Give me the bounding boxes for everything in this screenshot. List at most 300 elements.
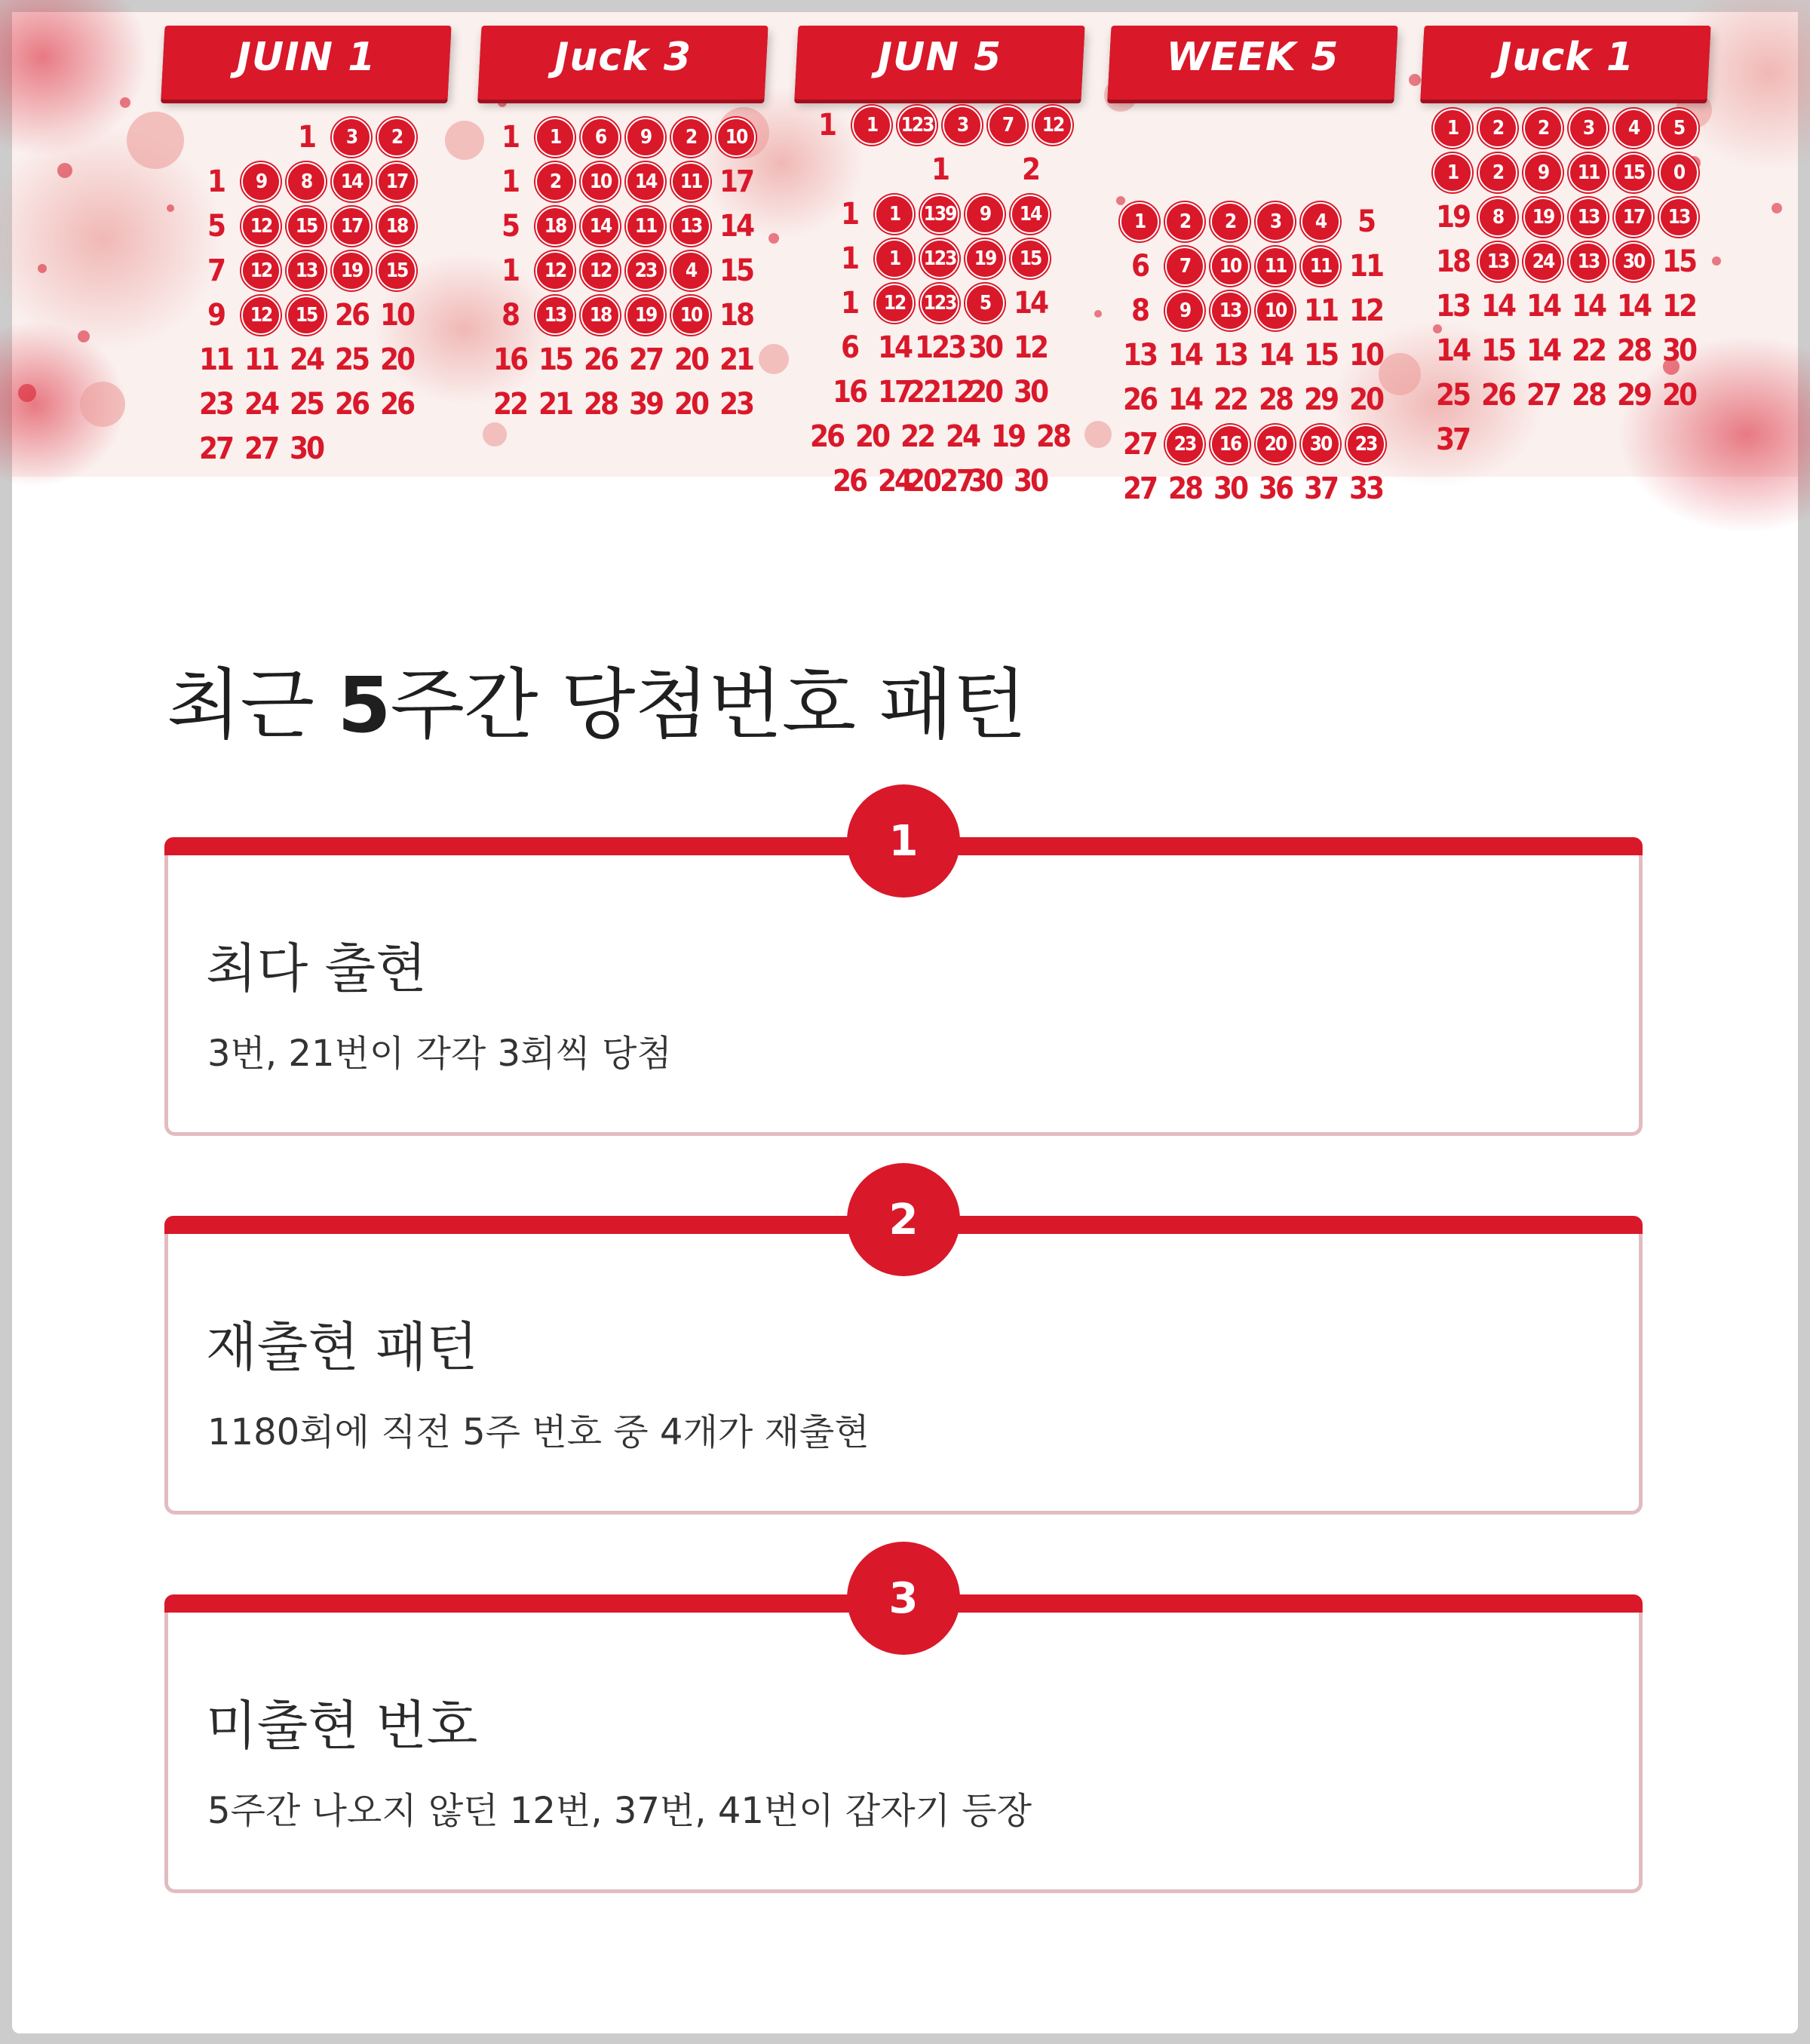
drawn-number-ball [1566, 108, 1610, 149]
drawn-number-ball [1253, 424, 1297, 465]
ball-label: 1 [1433, 153, 1472, 192]
calendar-number: 123 [914, 330, 965, 365]
drawn-number-ball [669, 161, 713, 202]
ball-label: 139 [920, 195, 959, 234]
number-row [163, 337, 449, 382]
ball-label: 10 [1256, 291, 1295, 330]
ball-label: 12 [1033, 106, 1072, 145]
ball-label: 2 [377, 118, 416, 157]
ball-label: 3 [1569, 109, 1608, 148]
drawn-number-ball [1476, 197, 1520, 238]
calendar-number: 5 [207, 208, 225, 244]
ball-label: 7 [988, 106, 1027, 145]
ball-label: 2 [671, 118, 710, 157]
calendar-number: 12 [1348, 293, 1383, 328]
calendar-number: 18 [1435, 244, 1470, 279]
drawn-number-ball [895, 105, 939, 146]
calendar-number: 24 [289, 342, 324, 377]
ball-label: 12 [581, 251, 620, 290]
calendar-number: 17 [719, 164, 753, 199]
drawn-number-ball [669, 117, 713, 158]
drawn-number-ball [284, 161, 328, 202]
ball-label: 1 [875, 239, 914, 278]
calendar-number: 37 [1303, 471, 1338, 506]
drawn-number-ball [1208, 201, 1252, 242]
calendar-number: 2212 [906, 374, 974, 410]
calendar-number: 29 [1303, 382, 1338, 417]
ball-label: 23 [626, 251, 665, 290]
ball-label: 17 [377, 162, 416, 201]
calendar-number: 28 [1616, 333, 1651, 368]
ball-label: 11 [1256, 247, 1295, 286]
card-description: 1180회에 직전 5주 번호 중 4개가 재출현 [207, 1411, 870, 1453]
ball-label: 6 [581, 118, 620, 157]
number-row [1422, 106, 1709, 150]
calendar-number: 26 [1122, 382, 1157, 417]
drawn-number-ball [1344, 424, 1388, 465]
drawn-number-ball [963, 238, 1007, 279]
ball-label: 1 [852, 106, 891, 145]
number-row [1109, 288, 1396, 333]
calendar-number: 20 [379, 342, 414, 377]
drawn-number-ball [533, 206, 577, 247]
ball-label: 13 [535, 296, 575, 335]
calendar-number: 1 [840, 196, 858, 232]
calendar-number: 26 [809, 419, 844, 454]
drawn-number-ball [330, 206, 373, 247]
number-grid [796, 103, 1083, 503]
number-row [1109, 155, 1396, 199]
drawn-number-ball [1163, 290, 1207, 331]
drawn-number-ball [1208, 424, 1252, 465]
number-row [796, 236, 1083, 281]
drawn-number-ball [284, 206, 328, 247]
drawn-number-ball [1521, 241, 1565, 282]
calendar-number: 28 [1035, 419, 1070, 454]
calendar-number: 25 [289, 386, 324, 422]
ball-label: 12 [535, 251, 575, 290]
drawn-number-ball [1521, 108, 1565, 149]
number-row [1422, 284, 1709, 328]
week-column [480, 12, 766, 477]
drawn-number-ball [330, 250, 373, 291]
number-row [1109, 333, 1396, 377]
number-row [796, 103, 1083, 147]
calendar-number: 26 [583, 342, 618, 377]
hero-banner [12, 12, 1798, 506]
calendar-number: 5 [1357, 204, 1375, 239]
calendar-number: 20 [1348, 382, 1383, 417]
ball-label: 14 [626, 162, 665, 201]
ball-label: 2 [1478, 153, 1517, 192]
drawn-number-ball [1612, 197, 1655, 238]
ball-label: 15 [377, 251, 416, 290]
card-title: 미출현 번호 [206, 1695, 478, 1757]
drawn-number-ball [940, 105, 984, 146]
ball-label: 13 [1569, 242, 1608, 281]
drawn-number-ball [1612, 152, 1655, 193]
ball-label: 9 [1165, 291, 1204, 330]
calendar-number: 16 [492, 342, 527, 377]
drawn-number-ball [1163, 424, 1207, 465]
calendar-number: 16 [832, 374, 867, 410]
calendar-number: 1 [501, 119, 519, 155]
calendar-number: 26 [832, 463, 867, 499]
title-suffix: 주간 당첨번호 패턴 [390, 661, 1026, 750]
card-description: 5주간 나오지 않던 12번, 37번, 41번이 갑자기 등장 [207, 1790, 1032, 1832]
calendar-number: 14 [1167, 382, 1202, 417]
calendar-number: 12 [1661, 288, 1696, 324]
calendar-number: 37 [1435, 422, 1470, 457]
calendar-number: 1 [931, 152, 949, 187]
number-row [1109, 422, 1396, 466]
ball-label: 30 [1301, 425, 1340, 464]
calendar-number: 13 [1122, 337, 1157, 373]
calendar-number: 22 [1571, 333, 1606, 368]
ball-label: 1 [1433, 109, 1472, 148]
ball-label: 14 [1011, 195, 1050, 234]
ball-label: 12 [241, 251, 281, 290]
drawn-number-ball [1208, 290, 1252, 331]
number-row [480, 204, 766, 248]
drawn-number-ball [986, 105, 1029, 146]
ball-label: 9 [965, 195, 1005, 234]
week-column [163, 12, 449, 477]
drawn-number-ball [533, 250, 577, 291]
card-title: 재출현 패턴 [206, 1316, 478, 1378]
drawn-number-ball [1476, 152, 1520, 193]
week-column [796, 12, 1083, 499]
pattern-card-unseen-numbers [164, 1573, 1643, 1893]
calendar-number: 11 [1303, 293, 1338, 328]
number-row [163, 382, 449, 426]
number-row [1422, 239, 1709, 284]
step-badge: 2 [847, 1163, 960, 1276]
drawn-number-ball [578, 250, 622, 291]
calendar-number: 26 [1480, 377, 1515, 413]
drawn-number-ball [1008, 238, 1052, 279]
ball-label: 11 [1301, 247, 1340, 286]
drawn-number-ball [1657, 152, 1701, 193]
number-row [1109, 377, 1396, 422]
number-row [796, 370, 1083, 414]
calendar-number: 1 [501, 164, 519, 199]
calendar-number: 14 [1435, 333, 1470, 368]
number-row [480, 293, 766, 337]
drawn-number-ball [918, 194, 962, 235]
number-grid [1422, 106, 1709, 462]
calendar-number: 30 [1213, 471, 1247, 506]
calendar-number: 25 [1435, 377, 1470, 413]
ball-label: 24 [1523, 242, 1563, 281]
ball-label: 15 [287, 296, 326, 335]
calendar-number: 9 [207, 297, 225, 333]
calendar-number: 30 [1013, 463, 1048, 499]
calendar-number: 17 [877, 374, 912, 410]
drawn-number-ball [239, 206, 283, 247]
drawn-number-ball [1431, 152, 1474, 193]
calendar-number: 26 [334, 386, 369, 422]
ball-label: 7 [1165, 247, 1204, 286]
drawn-number-ball [873, 283, 916, 324]
drawn-number-ball [533, 161, 577, 202]
calendar-number: 27 [1122, 426, 1157, 462]
ball-label: 5 [1659, 109, 1698, 148]
calendar-number: 21 [538, 386, 572, 422]
calendar-number: 6 [1130, 248, 1149, 284]
number-row [480, 337, 766, 382]
ball-label: 14 [332, 162, 371, 201]
number-row [1422, 417, 1709, 462]
drawn-number-ball [624, 250, 667, 291]
ball-label: 15 [1614, 153, 1653, 192]
drawn-number-ball [1612, 108, 1655, 149]
number-grid [480, 115, 766, 426]
ball-label: 13 [287, 251, 326, 290]
calendar-number: 30 [289, 431, 324, 466]
calendar-number: 15 [719, 253, 753, 288]
number-row [1109, 466, 1396, 511]
ball-label: 19 [332, 251, 371, 290]
ball-label: 4 [1614, 109, 1653, 148]
ball-label: 12 [241, 296, 281, 335]
drawn-number-ball [375, 117, 419, 158]
drawn-number-ball [1253, 246, 1297, 287]
calendar-number: 6 [840, 330, 858, 365]
ball-label: 13 [1210, 291, 1250, 330]
week-column [1109, 12, 1396, 506]
drawn-number-ball [1299, 201, 1342, 242]
number-row [796, 192, 1083, 236]
ball-label: 30 [1614, 242, 1653, 281]
calendar-number: 27 [244, 431, 278, 466]
drawn-number-ball [669, 250, 713, 291]
calendar-number: 26 [379, 386, 414, 422]
drawn-number-ball [1253, 201, 1297, 242]
ball-label: 23 [1165, 425, 1204, 464]
calendar-number: 28 [1167, 471, 1202, 506]
ball-label: 8 [287, 162, 326, 201]
drawn-number-ball [873, 238, 916, 279]
ball-label: 18 [581, 296, 620, 335]
calendar-number: 11 [244, 342, 278, 377]
ball-label: 10 [1210, 247, 1250, 286]
drawn-number-ball [1299, 424, 1342, 465]
calendar-number: 14 [1571, 288, 1606, 324]
ball-label: 12 [241, 207, 281, 246]
ball-label: 17 [1614, 198, 1653, 237]
drawn-number-ball [624, 161, 667, 202]
number-row [480, 159, 766, 204]
number-row [796, 281, 1083, 325]
number-grid [163, 115, 449, 471]
calendar-number: 1 [840, 285, 858, 321]
ball-label: 14 [581, 207, 620, 246]
ball-label: 3 [943, 106, 982, 145]
calendar-number: 14 [719, 208, 753, 244]
ball-label: 2 [1165, 202, 1204, 241]
ball-label: 13 [671, 207, 710, 246]
drawn-number-ball [669, 295, 713, 336]
drawn-number-ball [578, 295, 622, 336]
ball-label: 10 [581, 162, 620, 201]
calendar-number: 27 [198, 431, 233, 466]
ball-label: 15 [287, 207, 326, 246]
number-row [1422, 328, 1709, 373]
number-row [480, 115, 766, 159]
number-row [796, 414, 1083, 459]
drawn-number-ball [1657, 108, 1701, 149]
calendar-number: 12 [1013, 330, 1048, 365]
calendar-number: 5 [501, 208, 519, 244]
drawn-number-ball [1031, 105, 1075, 146]
week-label: JUIN 1 [236, 35, 376, 80]
drawn-number-ball [578, 117, 622, 158]
page-title [167, 644, 1026, 754]
drawn-number-ball [1566, 152, 1610, 193]
drawn-number-ball [1476, 241, 1520, 282]
ball-label: 18 [377, 207, 416, 246]
number-row [1109, 244, 1396, 288]
calendar-number: 21 [719, 342, 753, 377]
calendar-number: 7 [207, 253, 225, 288]
calendar-number: 22 [1213, 382, 1247, 417]
drawn-number-ball [1612, 241, 1655, 282]
number-grid [1109, 110, 1396, 511]
ball-label: 9 [241, 162, 281, 201]
calendar-number: 19 [1435, 199, 1470, 235]
drawn-number-ball [1008, 194, 1052, 235]
ball-label: 10 [671, 296, 710, 335]
ball-label: 123 [897, 106, 937, 145]
drawn-number-ball [850, 105, 894, 146]
drawn-number-ball [239, 250, 283, 291]
ball-label: 8 [1478, 198, 1517, 237]
ball-label: 19 [965, 239, 1005, 278]
drawn-number-ball [918, 283, 962, 324]
ball-label: 17 [332, 207, 371, 246]
number-row [480, 382, 766, 426]
ball-label: 19 [626, 296, 665, 335]
drawn-number-ball [1163, 246, 1207, 287]
page [12, 12, 1798, 2033]
number-row [1422, 373, 1709, 417]
ball-label: 19 [1523, 198, 1563, 237]
drawn-number-ball [1431, 108, 1474, 149]
drawn-number-ball [1253, 290, 1297, 331]
drawn-number-ball [624, 117, 667, 158]
calendar-number: 27 [1122, 471, 1157, 506]
ball-label: 13 [1478, 242, 1517, 281]
ball-label: 1 [1120, 202, 1159, 241]
calendar-number: 1 [501, 253, 519, 288]
drawn-number-ball [1566, 197, 1610, 238]
ball-label: 20 [1256, 425, 1295, 464]
calendar-number: 20 [968, 374, 1002, 410]
calendar-number: 39 [628, 386, 663, 422]
number-row [796, 325, 1083, 370]
ball-label: 15 [1011, 239, 1050, 278]
drawn-number-ball [873, 194, 916, 235]
week-label: Juck 3 [554, 35, 692, 80]
number-row [163, 293, 449, 337]
week-label: Juck 1 [1496, 35, 1635, 80]
number-row [480, 248, 766, 293]
calendar-number: 2 [1021, 152, 1039, 187]
drawn-number-ball [669, 206, 713, 247]
calendar-number: 14 [1616, 288, 1651, 324]
calendar-number: 28 [1258, 382, 1293, 417]
calendar-number: 13 [1213, 337, 1247, 373]
calendar-number: 28 [583, 386, 618, 422]
drawn-number-ball [624, 295, 667, 336]
calendar-number: 11 [198, 342, 233, 377]
calendar-number: 15 [538, 342, 572, 377]
number-row [1109, 110, 1396, 155]
calendar-number: 24 [945, 419, 980, 454]
calendar-number: 30 [1661, 333, 1696, 368]
calendar-number: 8 [1130, 293, 1149, 328]
week-column [1422, 12, 1709, 477]
calendar-number: 1 [818, 107, 836, 143]
drawn-number-ball [714, 117, 758, 158]
ball-label: 4 [671, 251, 710, 290]
ball-label: 18 [535, 207, 575, 246]
ball-label: 4 [1301, 202, 1340, 241]
calendar-number: 20 [854, 419, 889, 454]
title-prefix: 최근 [167, 661, 338, 750]
drawn-number-ball [533, 117, 577, 158]
ball-label: 23 [1346, 425, 1385, 464]
ball-label: 11 [626, 207, 665, 246]
calendar-number: 10 [379, 297, 414, 333]
drawn-number-ball [284, 250, 328, 291]
pattern-card-reappearance [164, 1195, 1643, 1515]
ball-label: 123 [920, 239, 959, 278]
drawn-number-ball [1521, 152, 1565, 193]
drawn-number-ball [918, 238, 962, 279]
drawn-number-ball [330, 161, 373, 202]
calendar-number: 23 [719, 386, 753, 422]
drawn-number-ball [375, 250, 419, 291]
calendar-number: 24 [244, 386, 278, 422]
drawn-number-ball [239, 295, 283, 336]
drawn-number-ball [963, 194, 1007, 235]
calendar-number: 1 [840, 241, 858, 276]
ball-label: 123 [920, 284, 959, 323]
calendar-number: 20 [673, 342, 708, 377]
calendar-number: 10 [1348, 337, 1383, 373]
number-row [163, 204, 449, 248]
week-label: JUN 5 [877, 35, 1002, 80]
calendar-number: 26 [334, 297, 369, 333]
calendar-number: 19 [990, 419, 1025, 454]
ball-label: 13 [1659, 198, 1698, 237]
calendar-number: 15 [1661, 244, 1696, 279]
ball-label: 1 [535, 118, 575, 157]
ball-label: 2 [1523, 109, 1563, 148]
ball-label: 3 [1256, 202, 1295, 241]
calendar-number: 13 [1435, 288, 1470, 324]
drawn-number-ball [330, 117, 373, 158]
week-label: WEEK 5 [1166, 35, 1339, 80]
calendar-number: 1 [207, 164, 225, 199]
calendar-number: 15 [1303, 337, 1338, 373]
drawn-number-ball [375, 206, 419, 247]
calendar-number: 29 [1616, 377, 1651, 413]
ball-label: 9 [1523, 153, 1563, 192]
calendar-number: 14 [1258, 337, 1293, 373]
